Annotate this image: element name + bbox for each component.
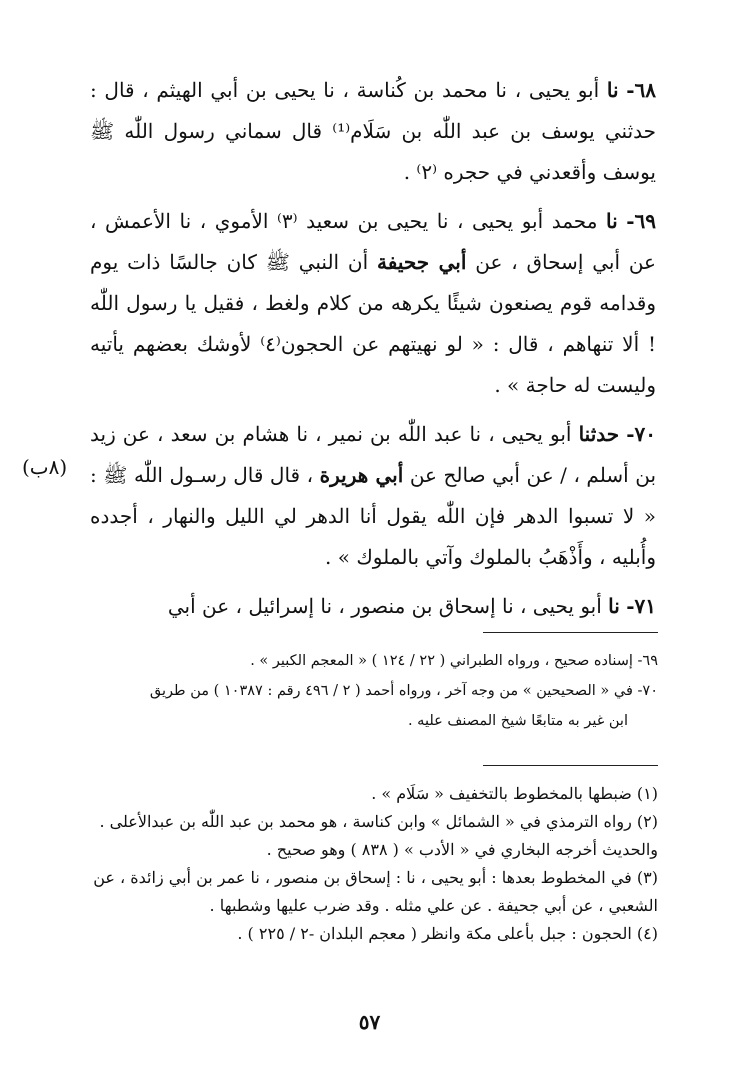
- hadith-text: أن النبي ﷺ كان جالسًا ذات يوم وقدامه قوم يصنعون شيئًا يكرهه من كلام ولغط ، فقيل يا رسول اللّٰه ! ألا تنهاهم ، قال : « لو نهيتهم عن الحجون⁽٤⁾ لأوشك بعضهم يأتيه وليست له حاجة » .: [90, 250, 657, 397]
- hadith-71: [90, 586, 656, 627]
- hadith-number: ٦٩-: [626, 209, 656, 233]
- footnotes: [86, 780, 658, 948]
- manuscript-folio-marker: (٨ب): [22, 455, 68, 479]
- footnote: (١) ضبطها بالمخطوط بالتخفيف « سَلَام » .: [371, 784, 658, 803]
- hadith-number: ٧١-: [626, 594, 656, 618]
- takhrij-line: ٧٠- في « الصحيحين » من وجه آخر ، ورواه أحمد ( ٢ / ٤٩٦ رقم : ١٠٣٨٧ ) من طريق: [149, 683, 658, 699]
- takhrij-notes: [86, 646, 658, 736]
- hadith-number: ٦٨-: [626, 78, 656, 102]
- hadith-69: [90, 201, 656, 406]
- takhrij-line: ٦٩- إسناده صحيح ، ورواه الطبراني ( ٢٢ / ١٢٤ ) « المعجم الكبير » .: [250, 653, 658, 669]
- hadith-lead: نا: [605, 209, 618, 233]
- hadith-lead: نا: [606, 78, 619, 102]
- hadith-text: أبو يحيى ، نا إسحاق بن منصور ، نا إسرائيل ، عن أبي: [167, 594, 602, 618]
- footnote: (٣) في المخطوط بعدها : أبو يحيى ، نا : إسحاق بن منصور ، نا عمر بن أبي زائدة ، عن الشعبي ، عن أبي جحيفة . عن علي مثله . وقد ضرب عليها وشطبها .: [93, 868, 658, 915]
- hadith-lead: نا: [608, 594, 620, 618]
- hadith-68: [90, 70, 656, 193]
- divider-short: [483, 632, 658, 633]
- narrator-name: أبي جحيفة: [377, 250, 467, 274]
- hadith-70: [90, 414, 656, 578]
- footnote: (٢) رواه الترمذي في « الشمائل » وابن كناسة ، هو محمد بن عبد اللّٰه بن عبدالأعلى . والحديث أخرجه البخاري في « الأدب » ( ٨٣٨ ) وهو صحيح .: [99, 812, 658, 859]
- hadith-number: ٧٠-: [626, 422, 657, 446]
- footnote: (٤) الحجون : جبل بأعلى مكة وانظر ( معجم البلدان -٢ / ٢٢٥ ) .: [237, 924, 658, 943]
- main-text: [90, 70, 656, 635]
- hadith-text: أبو يحيى ، نا عبد اللّٰه بن نمير ، نا هشام بن سعد ، عن زيد بن أسلم ، / عن أبي صالح عن: [90, 422, 657, 487]
- hadith-text: محمد أبو يحيى ، نا يحيى بن سعيد ⁽٣⁾ الأموي ، نا الأعمش ، عن أبي إسحاق ، عن: [90, 209, 656, 274]
- page-number: ٥٧: [358, 1010, 381, 1034]
- narrator-name: أبي هريرة: [319, 463, 404, 487]
- hadith-text: أبو يحيى ، نا محمد بن كُناسة ، نا يحيى بن أبي الهيثم ، قال : حدثني يوسف بن عبد اللّٰه بن سَلَام⁽¹⁾ قال سماني رسول اللّٰه ﷺ يوسف وأقعدني في حجره ⁽٢⁾ .: [90, 78, 657, 184]
- takhrij-line: ابن غير به متابعًا شيخ المصنف عليه .: [407, 713, 628, 729]
- hadith-text: ، قال قال رسـول اللّٰه ﷺ : « لا تسبوا الدهر فإن اللّٰه يقول أنا الدهر لي الليل والنهار ، أجدده وأُبليه ، وأَذْهَبُ بالملوك وآتي بالملوك » .: [90, 463, 656, 569]
- hadith-lead: حدثنا: [578, 422, 620, 446]
- divider-short: [483, 765, 658, 766]
